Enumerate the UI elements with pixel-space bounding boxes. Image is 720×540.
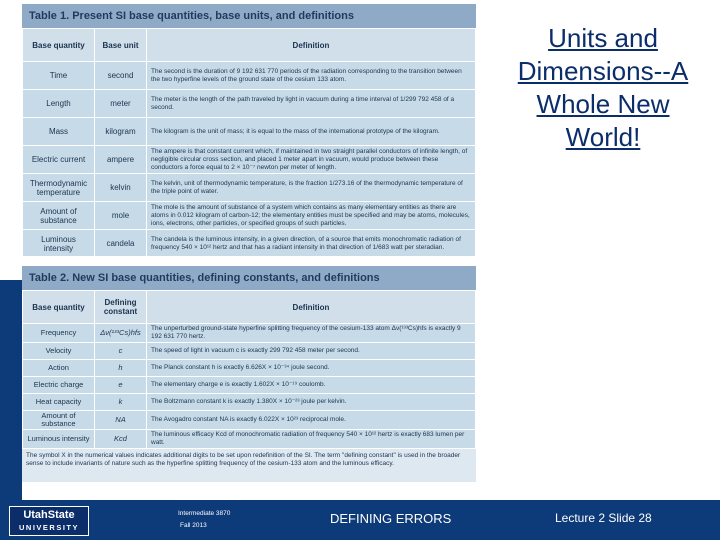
- deck-title: DEFINING ERRORS: [330, 511, 452, 526]
- table2-cell-definition: The Planck constant h is exactly 6.626X × 10⁻³⁴ joule second.: [147, 360, 476, 377]
- table1-header-definition: Definition: [147, 29, 476, 62]
- table2-title: Table 2. New SI base quantities, defining constants, and definitions: [22, 266, 476, 290]
- table-row: [23, 360, 476, 377]
- logo-subtitle: UNIVERSITY: [18, 523, 79, 532]
- table1-cell-definition: The mole is the amount of substance of a system which contains as many elementary entities as there are atoms in 0.012 kilogram of carbon-12; the elementary entities must be specified and may be atoms, molecules, ions, electrons, other particles, or specified groups of such particles.: [147, 202, 476, 230]
- table-row: [23, 324, 476, 343]
- table-row: [23, 343, 476, 360]
- table2-cell-constant: Kcd: [95, 430, 147, 449]
- table2-header-constant: Defining constant: [95, 291, 147, 324]
- table-row: [23, 118, 476, 146]
- table1-cell-quantity: Amount of substance: [23, 202, 95, 230]
- table1-cell-quantity: Length: [23, 90, 95, 118]
- table1-cell-definition: The candela is the luminous intensity, in a given direction, of a source that emits monochromatic radiation of frequency 540 × 10¹² hertz and that has a radiant intensity in that direction of 1/683 watt per steradian.: [147, 230, 476, 257]
- lecture-slide-number: Lecture 2 Slide 28: [555, 511, 652, 525]
- table1-cell-quantity: Thermodynamic temperature: [23, 174, 95, 202]
- table-row: [23, 146, 476, 174]
- table2-cell-constant: Δν(¹³³Cs)hfs: [95, 324, 147, 343]
- table2-cell-definition: The speed of light in vacuum c is exactly 299 792 458 meter per second.: [147, 343, 476, 360]
- table2-cell-constant: k: [95, 394, 147, 411]
- table-row: [23, 90, 476, 118]
- table2-cell-quantity: Amount of substance: [23, 411, 95, 430]
- table2-cell-quantity: Action: [23, 360, 95, 377]
- table1-cell-unit: kelvin: [95, 174, 147, 202]
- table1-cell-quantity: Luminous intensity: [23, 230, 95, 257]
- table-row: [23, 202, 476, 230]
- table2-cell-quantity: Electric charge: [23, 377, 95, 394]
- table2-cell-constant: NA: [95, 411, 147, 430]
- table-row: [23, 411, 476, 430]
- table2-cell-quantity: Heat capacity: [23, 394, 95, 411]
- table-row: [23, 174, 476, 202]
- table-row: [23, 230, 476, 257]
- table2-cell-constant: e: [95, 377, 147, 394]
- table2-cell-constant: c: [95, 343, 147, 360]
- table1-cell-unit: candela: [95, 230, 147, 257]
- new-si-constants-table-image: [22, 266, 476, 482]
- table2-cell-definition: The unperturbed ground-state hyperfine splitting frequency of the cesium-133 atom Δν(¹³³Cs)hfs is exactly 9 192 631 770 hertz.: [147, 324, 476, 343]
- table2: [22, 290, 476, 449]
- table2-cell-definition: The elementary charge e is exactly 1.602X × 10⁻¹⁹ coulomb.: [147, 377, 476, 394]
- table-row: [23, 377, 476, 394]
- table-row: [23, 430, 476, 449]
- table2-cell-definition: The luminous efficacy Kcd of monochromatic radiation of frequency 540 × 10¹² hertz is exactly 683 lumen per watt.: [147, 430, 476, 449]
- table-row: [23, 394, 476, 411]
- table2-header-row: [23, 291, 476, 324]
- table1-cell-quantity: Time: [23, 62, 95, 90]
- table1-cell-definition: The ampere is that constant current which, if maintained in two straight parallel conductors of infinite length, of negligible circular cross section, and placed 1 meter apart in vacuum, would produce between these conductors a force equal to 2 × 10⁻⁷ newton per meter of length.: [147, 146, 476, 174]
- si-base-units-table-image: [22, 4, 476, 256]
- table1: [22, 28, 476, 256]
- table1-cell-unit: meter: [95, 90, 147, 118]
- table1-cell-unit: mole: [95, 202, 147, 230]
- table1-cell-definition: The kilogram is the unit of mass; it is equal to the mass of the international prototype of the kilogram.: [147, 118, 476, 146]
- university-logo: [9, 506, 89, 536]
- table1-cell-quantity: Mass: [23, 118, 95, 146]
- table2-cell-definition: The Avogadro constant NA is exactly 6.022X × 10²³ reciprocal mole.: [147, 411, 476, 430]
- table1-header-row: [23, 29, 476, 62]
- table1-cell-quantity: Electric current: [23, 146, 95, 174]
- table1-cell-unit: second: [95, 62, 147, 90]
- table2-header-quantity: Base quantity: [23, 291, 95, 324]
- table2-cell-quantity: Luminous intensity: [23, 430, 95, 449]
- left-accent-band: [0, 280, 22, 510]
- table1-header-unit: Base unit: [95, 29, 147, 62]
- table2-cell-quantity: Velocity: [23, 343, 95, 360]
- slide-title: Units and Dimensions--A Whole New World!: [517, 23, 689, 152]
- table2-cell-definition: The Boltzmann constant k is exactly 1.380X × 10⁻²³ joule per kelvin.: [147, 394, 476, 411]
- table1-cell-definition: The second is the duration of 9 192 631 770 periods of the radiation corresponding to the transition between the two hyperfine levels of the ground state of the cesium 133 atom.: [147, 62, 476, 90]
- table1-cell-unit: kilogram: [95, 118, 147, 146]
- table1-cell-unit: ampere: [95, 146, 147, 174]
- table-row: [23, 62, 476, 90]
- table1-cell-definition: The kelvin, unit of thermodynamic temperature, is the fraction 1/273.16 of the thermodynamic temperature of the triple point of water.: [147, 174, 476, 202]
- table2-cell-constant: h: [95, 360, 147, 377]
- table1-title: Table 1. Present SI base quantities, base units, and definitions: [22, 4, 476, 28]
- course-label: Intermediate 3870: [178, 510, 231, 517]
- logo-wordmark: UtahState: [23, 509, 75, 521]
- table2-header-definition: Definition: [147, 291, 476, 324]
- term-label: Fall 2013: [180, 522, 207, 529]
- table2-footnote: The symbol X in the numerical values indicates additional digits to be set upon redefinition of the SI. The term "defining constant" is used in the broader sense to include invariants of nature such as the hyperfine splitting frequency of the cesium-133 atom and the luminous efficacy.: [26, 452, 461, 467]
- table2-cell-quantity: Frequency: [23, 324, 95, 343]
- table1-cell-definition: The meter is the length of the path traveled by light in vacuum during a time interval of 1/299 792 458 of a second.: [147, 90, 476, 118]
- table1-header-quantity: Base quantity: [23, 29, 95, 62]
